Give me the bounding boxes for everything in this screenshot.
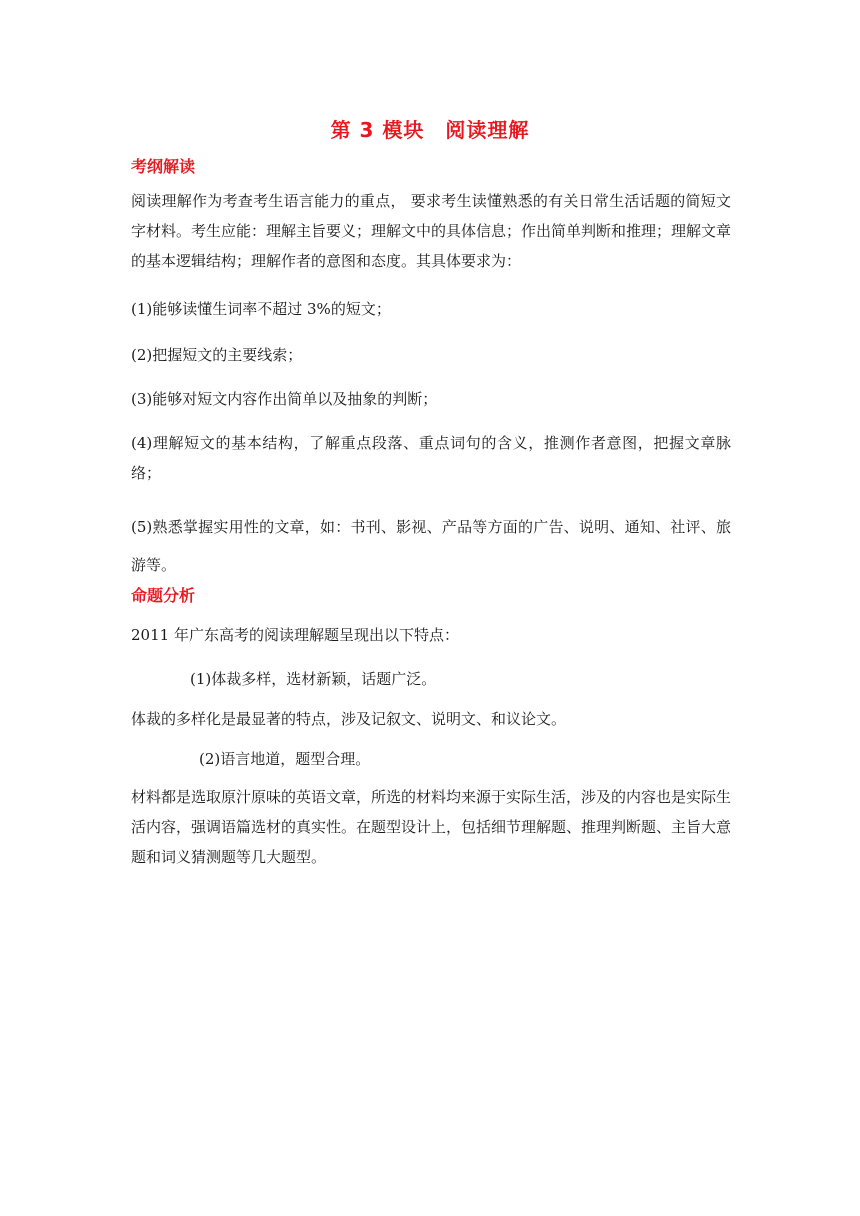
- analysis-point-1: (1)体裁多样，选材新颖，话题广泛。: [190, 670, 437, 688]
- requirement-item-4: (4)理解短文的基本结构，了解重点段落、重点词句的含义，推测作者意图，把握文章脉络；: [131, 434, 731, 482]
- analysis-point-2-text: 材料都是选取原汁原味的英语文章，所选的材料均来源于实际生活，涉及的内容也是实际生活内容，强调语篇选材的真实性。在题型设计上，包括细节理解题、推理判断题、主旨大意题和词义猜测题等几大题型。: [131, 788, 732, 866]
- page-title: 第 3 模块 阅读理解: [330, 118, 530, 142]
- analysis-point-1-text: 体裁的多样化是最显著的特点，涉及记叙文、说明文、和议论文。: [131, 710, 567, 728]
- section-heading-syllabus: 考纲解读: [131, 157, 196, 176]
- analysis-intro: 2011 年广东高考的阅读理解题呈现出以下特点：: [131, 626, 459, 644]
- requirement-item-3: (3)能够对短文内容作出简单以及抽象的判断；: [131, 390, 438, 408]
- requirement-item-2: (2)把握短文的主要线索；: [131, 346, 303, 364]
- requirement-item-5: (5)熟悉掌握实用性的文章，如：书刊、影视、产品等方面的广告、说明、通知、社评、旅游等。: [131, 518, 731, 574]
- section-heading-analysis: 命题分析: [131, 586, 196, 605]
- requirement-item-1: (1)能够读懂生词率不超过 3%的短文；: [131, 300, 391, 318]
- syllabus-intro-paragraph: 阅读理解作为考查考生语言能力的重点， 要求考生读懂熟悉的有关日常生活话题的简短文字材料。考生应能：理解主旨要义；理解文中的具体信息；作出简单判断和推理；理解文章的基本逻辑结构；理解作者的意图和态度。其具体要求为：: [131, 192, 732, 270]
- analysis-point-2: (2)语言地道，题型合理。: [199, 750, 371, 768]
